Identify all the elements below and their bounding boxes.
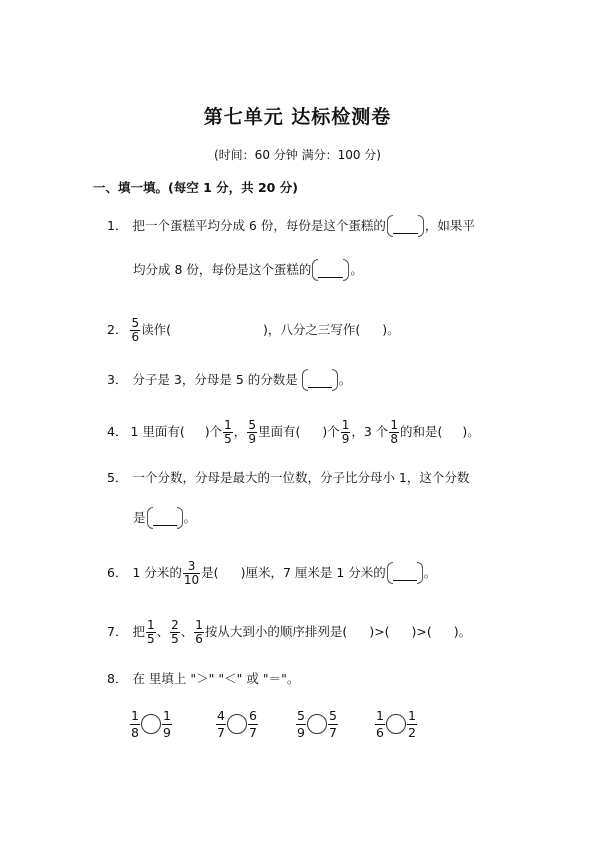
fraction: $\frac{4}{7}$ [217,707,225,740]
question-text: )。 [382,322,400,337]
question-text: )个 [204,424,223,439]
fraction: $\frac{1}{8}$ [390,417,398,446]
fraction: $\frac{1}{9}$ [341,417,350,446]
fraction: $\frac{1}{5}$ [224,417,232,446]
question-text: 把 [132,624,145,639]
question-text: 1 里面有( [130,424,185,439]
fraction: $\frac{5}{7}$ [328,707,337,740]
fraction: $\frac{1}{5}$ [146,617,155,646]
answer-blank[interactable] [312,259,349,281]
question-number: 2． [107,322,128,337]
question-7 [107,614,471,650]
question-4 [107,414,480,450]
question-number: 4． [107,424,128,439]
question-number: 1． [107,218,128,233]
question-text: 一个分数，分母是最大的一位数，分子比分母小 1，这个分数 [132,470,470,485]
comparison-circle[interactable] [307,714,327,734]
fraction: $\frac{5}{9}$ [297,707,305,740]
comparison-item [295,704,339,744]
question-text: 。 [350,262,363,277]
question-text: 的和是( [399,424,443,439]
question-2 [107,313,400,347]
question-number: 3． [107,372,128,387]
fraction: $\frac{6}{7}$ [248,707,257,740]
fraction: $\frac{1}{2}$ [407,707,416,740]
exam-info: (时间：60 分钟 满分：100 分) [214,148,381,162]
separator: 、 [156,624,170,639]
fraction: $\frac{1}{9}$ [162,707,171,740]
question-text: 。 [338,372,352,387]
question-6 [107,555,436,591]
question-text: 把一个蛋糕平均分成 6 份，每份是这个蛋糕的 [132,218,386,233]
fraction: $\frac{1}{6}$ [195,617,203,646]
question-text: 按从大到小的顺序排列是( [204,624,348,639]
page-title: 第七单元 达标检测卷 [203,106,392,128]
fraction: $\frac{5}{6}$ [131,315,140,344]
separator: ， [233,424,247,439]
question-number: 7． [107,624,128,639]
fraction: $\frac{5}{9}$ [248,417,256,446]
question-text: )个 [322,424,340,439]
question-3 [107,368,351,392]
comparison-circle[interactable] [227,714,247,734]
section-heading: 一、填一填。(每空 1 分，共 20 分) [93,180,298,195]
question-text: 在 里填上 "＞" "＜" 或 "＝"。 [132,671,300,686]
question-text: )>( [369,624,390,639]
question-text: ，3 个 [351,424,389,439]
question-number: 6． [107,565,128,580]
answer-blank[interactable] [302,369,338,391]
question-text: )。 [462,424,480,439]
answer-blank[interactable] [387,562,423,584]
question-text: 分子是 3，分母是 5 的分数是 [132,372,298,387]
question-text: 是( [201,565,219,580]
question-number: 5． [107,470,128,485]
comparison-item [374,704,418,744]
fraction: $\frac{1}{8}$ [131,707,139,740]
separator: 、 [180,624,194,639]
question-text: )，八分之三写作( [262,322,361,337]
question-1-line-1 [107,214,475,238]
fraction: $\frac{2}{5}$ [171,617,179,646]
question-text: )厘米，7 厘米是 1 分米的 [240,565,386,580]
question-text: 读作( [141,322,171,337]
question-text: )>( [411,624,432,639]
question-text: )。 [453,624,472,639]
question-text: 。 [183,510,197,525]
question-5-line-1 [107,466,469,490]
question-text: 。 [423,565,437,580]
comparison-circle[interactable] [386,714,406,734]
answer-blank[interactable] [387,215,424,237]
question-text: ，如果平 [424,218,475,233]
question-8 [107,667,299,691]
question-number: 8． [107,671,128,686]
comparison-circle[interactable] [141,714,161,734]
question-text: 1 分米的 [132,565,182,580]
question-text: 是 [133,510,146,525]
answer-blank[interactable] [147,507,183,529]
question-5-line-2 [133,506,196,530]
question-text: 里面有( [257,424,301,439]
fraction: $\frac{3}{10}$ [183,558,200,587]
comparison-item [129,704,173,744]
fraction: $\frac{1}{6}$ [376,707,384,740]
question-1-line-2 [133,258,363,282]
question-text: 均分成 8 份，每份是这个蛋糕的 [133,262,312,277]
comparison-item [215,704,259,744]
